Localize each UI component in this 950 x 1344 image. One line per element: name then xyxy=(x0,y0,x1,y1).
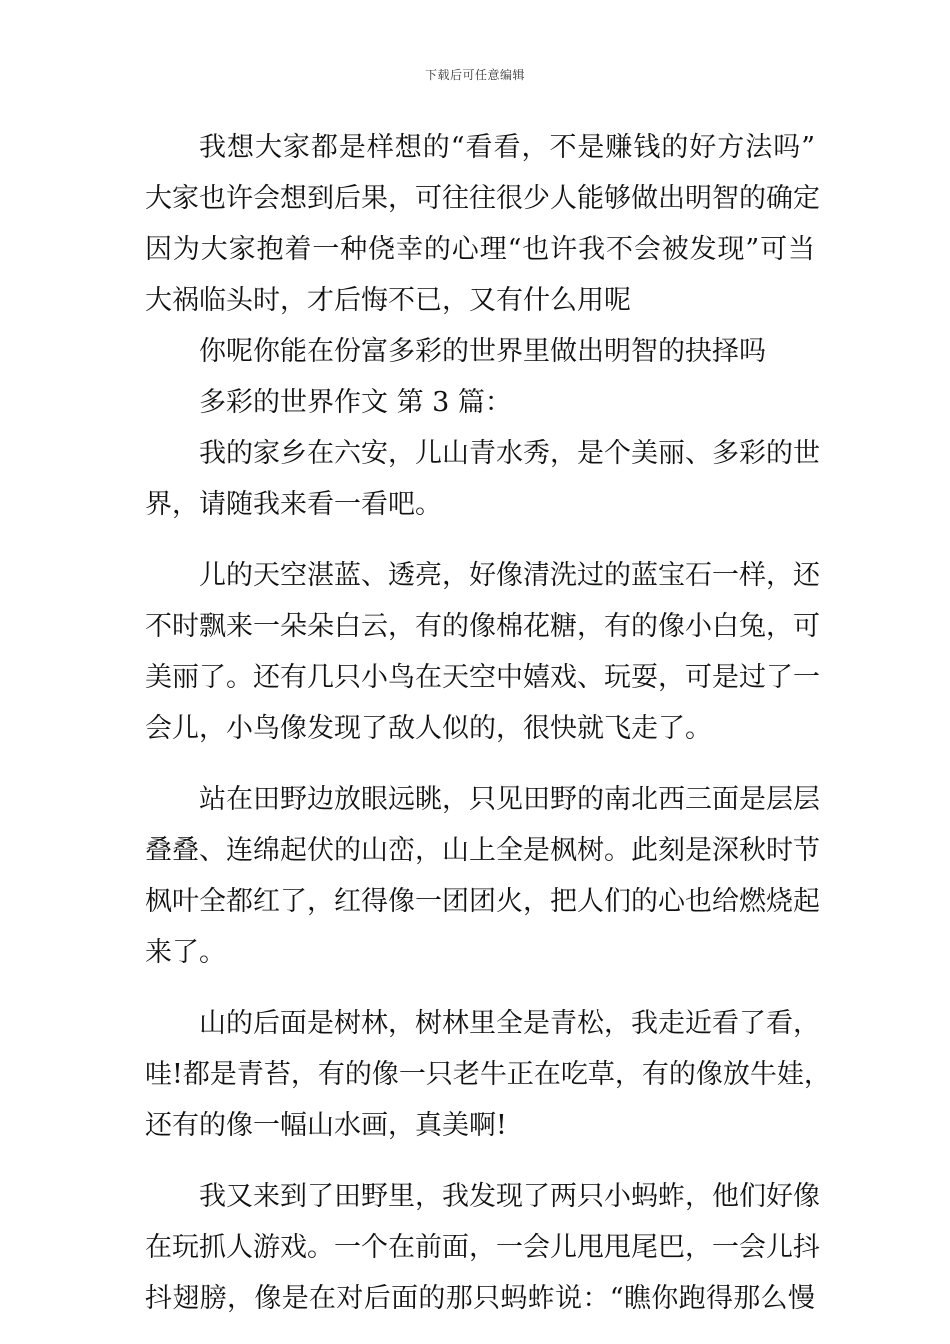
text-line: 来了。 xyxy=(145,937,226,968)
text-line: 美丽了。还有几只小鸟在天空中嬉戏、玩耍，可是过了一 xyxy=(145,662,820,693)
text-line: 因为大家抱着一种侥幸的心理“也许我不会被发现”可当 xyxy=(145,234,815,265)
text-line: 大家也许会想到后果，可往往很少人能够做出明智的确定 xyxy=(145,183,820,214)
paragraph xyxy=(145,1171,820,1324)
text-line: 在玩抓人游戏。一个在前面，一会儿甩甩尾巴，一会儿抖 xyxy=(145,1232,820,1263)
text-line: 大祸临头时，才后悔不已，又有什么用呢 xyxy=(145,285,631,316)
text-line: 抖翅膀，像是在对后面的那只蚂蚱说：“瞧你跑得那么慢 xyxy=(145,1283,815,1314)
paragraph xyxy=(145,122,820,326)
page-header: 下载后可任意编辑 xyxy=(424,68,525,82)
text-line: 哇!都是青苔，有的像一只老牛正在吃草，有的像放牛娃， xyxy=(145,1059,831,1090)
text-line: 枫叶全都红了，红得像一团团火，把人们的心也给燃烧起 xyxy=(145,886,820,917)
text-line: 会儿，小鸟像发现了敌人似的，很快就飞走了。 xyxy=(145,713,712,744)
section-heading xyxy=(145,377,815,428)
document-body xyxy=(145,122,831,1324)
text-line: 我又来到了田野里，我发现了两只小蚂蚱，他们好像 xyxy=(199,1181,820,1212)
text-line: 站在田野边放眼远眺，只见田野的南北西三面是层层 xyxy=(199,784,820,815)
text-line: 不时飘来一朵朵白云，有的像棉花糖，有的像小白兔，可 xyxy=(145,611,820,642)
paragraph xyxy=(145,428,820,530)
paragraph xyxy=(145,550,820,754)
text-line: 你呢你能在份富多彩的世界里做出明智的抉择吗 xyxy=(199,336,766,367)
paragraph xyxy=(145,774,820,978)
paragraph xyxy=(145,326,815,377)
text-line: 我想大家都是样想的“看看，不是赚钱的好方法吗” xyxy=(199,132,815,163)
text-line: 我的家乡在六安，儿山青水秀，是个美丽、多彩的世 xyxy=(199,438,820,469)
text-line: 还有的像一幅山水画，真美啊! xyxy=(145,1110,507,1141)
text-line: 叠叠、连绵起伏的山峦，山上全是枫树。此刻是深秋时节 xyxy=(145,835,820,866)
text-line: 多彩的世界作文 第 3 篇： xyxy=(199,387,512,418)
text-line: 儿的天空湛蓝、透亮，好像清洗过的蓝宝石一样，还 xyxy=(199,560,820,591)
text-line: 山的后面是树林，树林里全是青松，我走近看了看， xyxy=(199,1008,820,1039)
paragraph xyxy=(145,998,831,1151)
text-line: 界，请随我来看一看吧。 xyxy=(145,489,442,520)
